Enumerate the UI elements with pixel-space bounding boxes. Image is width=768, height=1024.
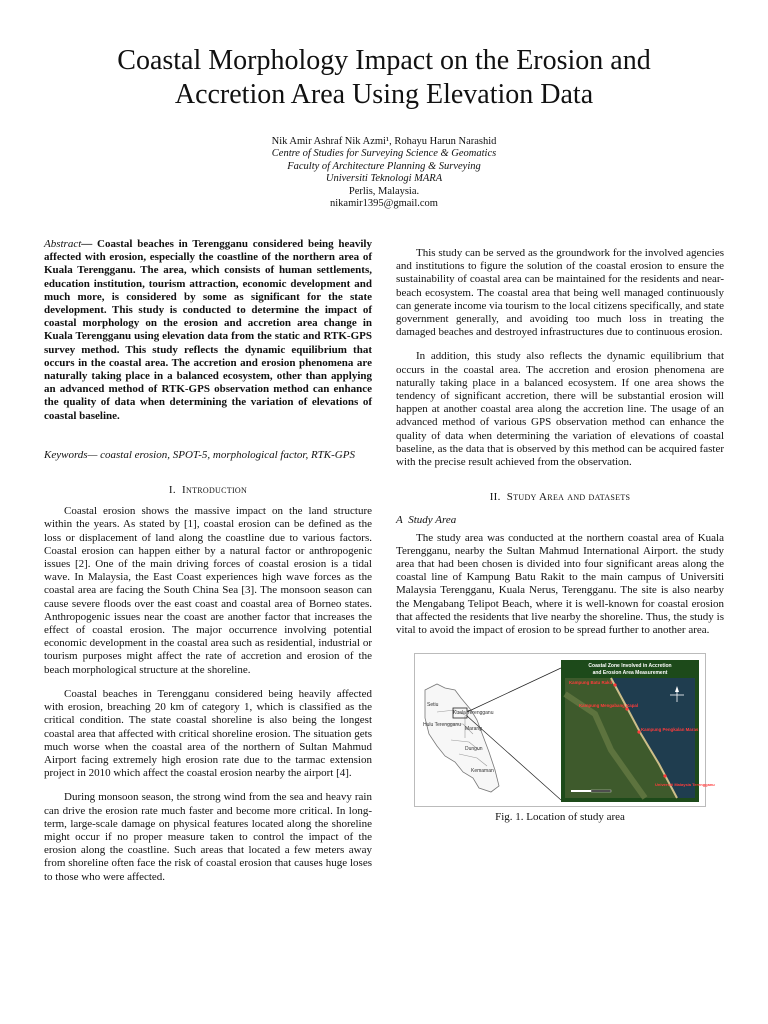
map-label-hulu-terengganu: Hulu Terengganu: [423, 722, 461, 729]
site-label-pengkalan-maras: Kampung Pengkalan Maras: [641, 727, 699, 733]
section-title: Study Area and datasets: [506, 491, 631, 504]
abstract: [44, 238, 372, 423]
intro-paragraph-2: Coastal beaches in Terengganu considered being heavily affected with erosion, breaching 20 km of category 1, which is classified as the critical condition. The state coastal shoreline is also being the longest coastal area that affected with critical shoreline erosion. The situation gets much worse when the coastal area of the northern of Sultan Mahmud Airport facing extremely high erosion rate due to the tarmac extension project in 2010 which affect the coastal erosion nearby the airport [4].: [44, 687, 372, 780]
study-area-map: [415, 654, 715, 806]
affiliation-centre: Centre of Studies for Surveying Science & Geomatics: [271, 148, 497, 160]
keywords-label: Keywords: [44, 448, 88, 461]
title-line-2: Accretion Area Using Elevation Data: [174, 79, 594, 110]
site-label-mengabang-kapal: Kampung Mengabang Kapal: [579, 703, 639, 709]
map-label-dungun: Dungun: [465, 746, 483, 753]
author-block: [160, 136, 608, 210]
subsection-title: Study Area: [408, 514, 457, 527]
map-label-setiu: Setiu: [427, 702, 439, 709]
author-email: nikamir1395@gmail.com: [330, 198, 438, 210]
site-label-umt: Universiti Malaysia Terengganu: [655, 782, 715, 788]
abstract-text: — Coastal beaches in Terengganu considered being heavily affected with erosion, especially the coastline of the northern area of Kuala Terengganu. The area, which consists of human settlements, education institution, tourism attraction, economic development and much more, is considered by some as significant for the state development. This study is conducted to determine the impact of coastal morphology on the erosion and accretion area change in Kuala Terengganu using elevation data from the static and RTK-GPS survey method. This study reflects the dynamic equilibrium that occurs in the coastal area. The accretion and erosion phenomena are naturally taking place in a balanced ecosystem, other than applying an advanced method of RTK-GPS observation method can enhance the quality of data when determining the variation of elevations of coastal baseline.: [44, 238, 372, 422]
map-label-marang: Marang: [465, 726, 482, 733]
site-marker: [663, 775, 666, 778]
figure-1: [396, 653, 724, 824]
section-heading-study-area: [396, 491, 724, 504]
subsection-label: A: [396, 514, 403, 527]
scale-bar-icon: [571, 790, 611, 792]
map-label-kuala-terengganu: Kuala Terengganu: [453, 710, 494, 717]
affiliation-university: Universiti Teknologi MARA: [325, 173, 443, 185]
author-names: Nik Amir Ashraf Nik Azmi¹, Rohayu Harun Narashid: [271, 136, 497, 147]
section-heading-introduction: [44, 484, 372, 497]
figure-image: [414, 653, 715, 807]
inset-title-line-2: and Erosion Area Measurement: [592, 670, 668, 677]
map-label-kemaman: Kemaman: [471, 768, 494, 775]
right-paragraph-1: This study can be served as the groundwork for the involved agencies and institutions to figure the solution of the coastal erosion to ensure the sustainability of coastal area can be maintained for the residents and near-beach ecosystem. The coastal area that being well managed continuously can generate income via tourism to the local citizens specifically, and state government generally, and avoiding too much loss in treating the damaged beaches and destroyed infrastructures due to continuous erosion.: [396, 247, 724, 339]
keywords: [44, 449, 372, 462]
right-column: [396, 247, 724, 824]
site-label-batu-rakit: Kampung Batu Rakit: [569, 680, 613, 686]
title-line-1: Coastal Morphology Impact on the Erosion and: [117, 45, 651, 76]
inset-title-line-1: Coastal Zone Involved in Accretion: [588, 663, 672, 670]
right-paragraph-2: In addition, this study also reflects the dynamic equilibrium that occurs in the coastal area. The accretion and erosion phenomena are naturally taking place in a balanced ecosystem. If one area shows the tendency of significant accretion, there will be substantial erosion will happen at another coastal area along the accretion line. The usage of an advanced method of various GPS observation method can enhance the quality of data when determining the variation of elevations of coastal baseline, as the data that is observed by this method can be acquired faster with the precise result achieved from the observation.: [396, 350, 724, 469]
site-marker: [613, 684, 616, 687]
section-number: I.: [168, 484, 176, 497]
section-title: Introduction: [182, 484, 248, 497]
section-number: II.: [489, 491, 501, 504]
left-column: [44, 238, 372, 895]
intro-paragraph-3: During monsoon season, the strong wind from the sea and heavy rain can drive the erosion rate much faster and become more critical. In long-term, large-scale damage on physical features located along the shoreline might occur if no proper measure taken to control the impact of the erosion along the coastline. Such areas that located a few meters away from shoreline often face the risk of coastal erosion that causes huge loses to those who were affected.: [44, 791, 372, 883]
paper-title: [40, 44, 728, 112]
study-area-paragraph: The study area was conducted at the northern coastal area of Kuala Terengganu, nearby the Sultan Mahmud International Airport. the study area that had been chosen is divided into four significant areas along the coastal line of Kampung Batu Rakit to the main campus of Universiti Malaysia Terengganu, Kuala Nerus, Terengganu. The site is also nearby the Mengabang Telipot Beach, where it is well-known for coastal erosion that affected the residents that live nearby the shoreline. Thus, the study is vital to avoid the impact of erosion to be spread further to another area.: [396, 531, 724, 637]
abstract-label: Abstract: [44, 238, 82, 250]
subsection-heading: [396, 514, 724, 527]
intro-paragraph-1: Coastal erosion shows the massive impact on the land structure within the years. As stated by [1], coastal erosion can be defined as the loss or displacement of land along the coastline due to various factors. Coastal erosion can happen either by a natural factor or anthropogenic issues [2]. One of the main driving forces of coastal erosion is a tidal wave. In Malaysia, the East Coast experiences high wave forces as the coastal area are facing the South China Sea [3]. The monsoon season can cause severe floods over the east coast and coastal area of Borneo states. Anthropogenic issues near the coast are another factor that increases the effect of coastal erosion. The major occurrence involving potential economic development in the coastal area such as residential, industrial or tourism purposes might affect the rate of accretion and erosion of the beach morphological structure at the shoreline.: [44, 505, 372, 676]
keywords-text: — coastal erosion, SPOT-5, morphological factor, RTK-GPS: [87, 448, 355, 461]
affiliation-location: Perlis, Malaysia.: [348, 185, 420, 197]
affiliation-faculty: Faculty of Architecture Planning & Surveying: [287, 160, 481, 172]
figure-caption: Fig. 1. Location of study area: [495, 811, 625, 824]
